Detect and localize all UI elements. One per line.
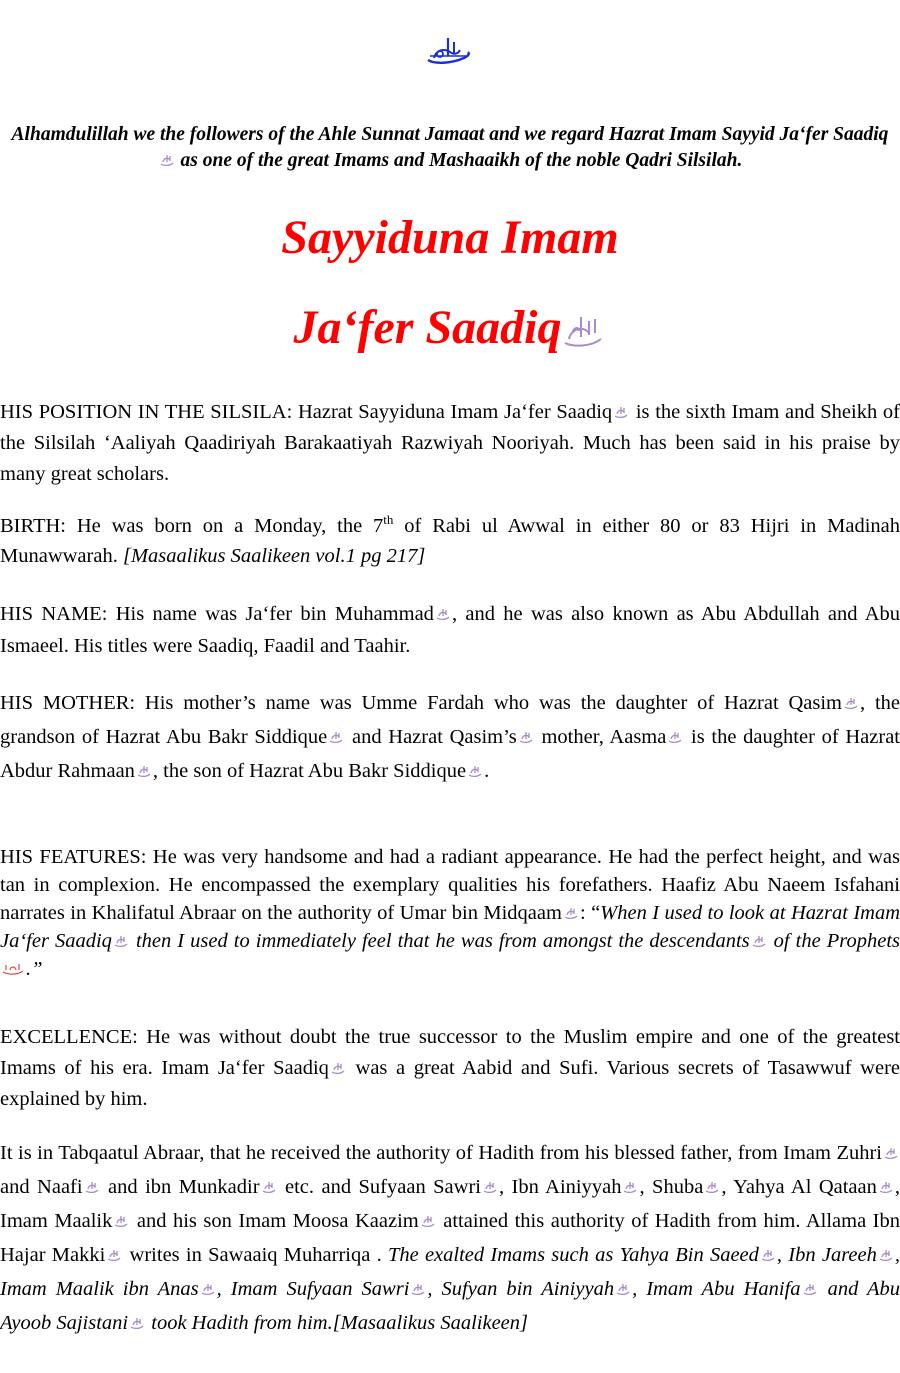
honorific-glyph-icon — [106, 1248, 122, 1262]
honorific-glyph-icon — [518, 730, 534, 744]
honorific-glyph-icon — [159, 153, 175, 167]
honorific-glyph-icon — [622, 1180, 638, 1194]
page-title-line-1: Sayyiduna Imam — [281, 211, 619, 264]
honorific-glyph-icon — [704, 1180, 720, 1194]
honorific-glyph-icon — [878, 1180, 894, 1194]
section-hadith: It is in Tabqaatul Abraar, that he received the authority of Hadith from his blessed father, from Imam Zuhri and Naafi and ibn Munkadir etc. and Sufyaan Sawri , Ibn Ainiyyah , Shuba , Yahya Al Qataan , Imam Maalik and his son Imam Moosa Kaazim attained this authority of Hadith from him. Allama Ibn Hajar Makki writes in Sawaaiq Muharriqa . The exalted Imams such as Yahya Bin Saeed , Ibn Jareeh , Imam Maalik ibn Anas , Imam Sufyaan Sawri , Sufyan bin Ainiyyah , Imam Abu Hanifa and Abu Ayoob Sajistani took Hadith from him.[Masaalikus Saalikeen] — [0, 1142, 900, 1334]
honorific-glyph-icon — [613, 405, 629, 419]
honorific-glyph-icon — [482, 1180, 498, 1194]
intro-text: Alhamdulillah we the followers of the Ahle Sunnat Jamaat and we regard Hazrat Imam Sayyid Ja‘fer Saadiq as one of the great Imams and Mashaaikh of the noble Qadri Silsilah. — [11, 124, 889, 171]
honorific-glyph-icon — [467, 764, 483, 778]
honorific-glyph-icon — [113, 1214, 129, 1228]
prophet-honorific-glyph-icon — [1, 962, 25, 976]
honorific-glyph-icon — [563, 906, 579, 920]
honorific-glyph-icon — [328, 730, 344, 744]
honorific-glyph-icon — [751, 934, 767, 948]
honorific-glyph-icon — [420, 1214, 436, 1228]
honorific-glyph-icon — [883, 1146, 899, 1160]
honorific-glyph-icon — [760, 1248, 776, 1262]
section-birth: BIRTH: He was born on a Monday, the 7th of Rabi ul Awwal in either 80 or 83 Hijri in Madinah Munawwarah. [Masaalikus Saalikeen vol.1 pg 217] — [0, 512, 900, 567]
honorific-glyph-icon — [435, 607, 451, 621]
section-features: HIS FEATURES: He was very handsome and had a radiant appearance. He had the perfect height, and was tan in complexion. He encompassed the exemplary qualities his forefathers. Haafiz Abu Naeem Isfahani narrates in Khalifatul Abraar on the authority of Umar bin Midqaam : “When I used to look at Hazrat Imam Ja‘fer Saadiq then I used to immediately feel that he was from amongst the descendants of the Prophets .” — [0, 846, 900, 980]
honorific-glyph-icon — [113, 934, 129, 948]
honorific-glyph-icon — [561, 313, 605, 349]
honorific-glyph-icon — [200, 1282, 216, 1296]
honorific-glyph-icon — [667, 730, 683, 744]
honorific-glyph-icon — [261, 1180, 277, 1194]
honorific-glyph-icon — [84, 1180, 100, 1194]
section-name: HIS NAME: His name was Ja‘fer bin Muhammad , and he was also known as Abu Abdullah and Abu Ismaeel. His titles were Saadiq, Faadil and Taahir. — [0, 603, 900, 657]
honorific-glyph-icon — [129, 1316, 145, 1330]
section-mother: HIS MOTHER: His mother’s name was Umme Fardah who was the daughter of Hazrat Qasim , the grandson of Hazrat Abu Bakr Siddique and Hazrat Qasim’s mother, Aasma is the daughter of Hazrat Abdur Rahmaan , the son of Hazrat Abu Bakr Siddique . — [0, 692, 900, 782]
calligraphy-logo-icon — [424, 34, 472, 66]
honorific-glyph-icon — [136, 764, 152, 778]
section-position: HIS POSITION IN THE SILSILA: Hazrat Sayyiduna Imam Ja‘fer Saadiq is the sixth Imam and Sheikh of the Silsilah ‘Aaliyah Qaadiriyah Barakaatiyah Razwiyah Nooriyah. Much has been said in his praise by many great scholars. — [0, 401, 900, 485]
page-title-line-2: Ja‘fer Saadiq — [0, 300, 900, 356]
honorific-glyph-icon — [615, 1282, 631, 1296]
honorific-glyph-icon — [330, 1061, 346, 1075]
honorific-glyph-icon — [878, 1248, 894, 1262]
honorific-glyph-icon — [802, 1282, 818, 1296]
honorific-glyph-icon — [410, 1282, 426, 1296]
section-excellence: EXCELLENCE: He was without doubt the true successor to the Muslim empire and one of the greatest Imams of his era. Imam Ja‘fer Saadiq was a great Aabid and Sufi. Various secrets of Tasawwuf were explained by him. — [0, 1026, 900, 1110]
honorific-glyph-icon — [843, 696, 859, 710]
